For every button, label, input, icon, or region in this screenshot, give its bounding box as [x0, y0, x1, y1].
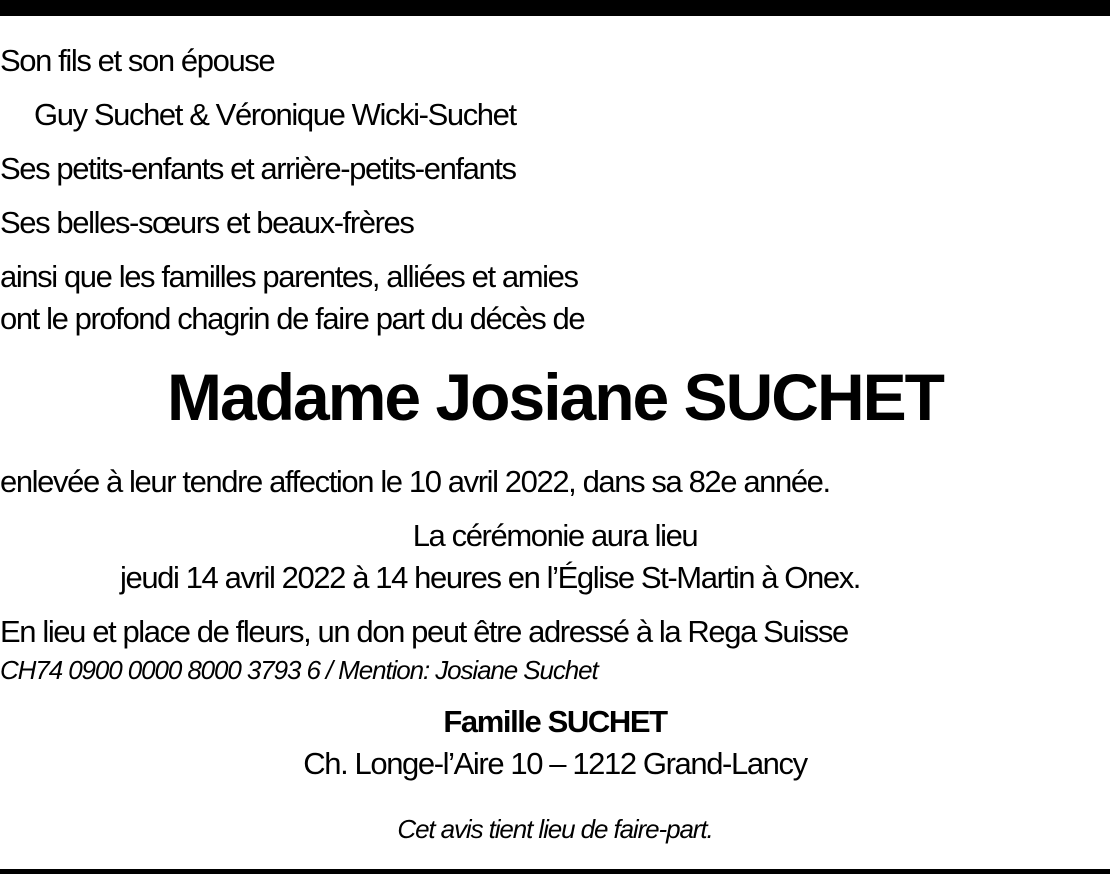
family-line-in-laws: Ses belles-sœurs et beaux-frères [0, 205, 414, 240]
ceremony-line-2: jeudi 14 avril 2022 à 14 heures en l’Église St-Martin à Onex. [120, 560, 861, 595]
death-date-line: enlevée à leur tendre affection le 10 avril 2022, dans sa 82e année. [0, 464, 830, 499]
family-line-son: Son fils et son épouse [0, 43, 275, 78]
donation-line-1: En lieu et place de fleurs, un don peut être adressé à la Rega Suisse [0, 614, 848, 649]
family-contact-address: Ch. Longe-l’Aire 10 – 1212 Grand-Lancy [303, 746, 807, 781]
announcement-line: ont le profond chagrin de faire part du décès de [0, 301, 585, 336]
family-contact-name: Famille SUCHET [443, 704, 667, 739]
bottom-border-rule [0, 869, 1110, 874]
family-line-relatives: ainsi que les familles parentes, alliées et amies [0, 259, 578, 294]
ceremony-line-1: La cérémonie aura lieu [412, 518, 698, 553]
deceased-name: Madame Josiane SUCHET [167, 360, 943, 434]
top-border-rule [0, 0, 1110, 16]
family-line-son-names: Guy Suchet & Véronique Wicki-Suchet [34, 97, 516, 132]
footer-note: Cet avis tient lieu de faire-part. [397, 814, 713, 844]
family-line-grandchildren: Ses petits-enfants et arrière-petits-enfants [0, 151, 516, 186]
donation-line-2: CH74 0900 0000 8000 3793 6 / Mention: Josiane Suchet [0, 655, 598, 685]
